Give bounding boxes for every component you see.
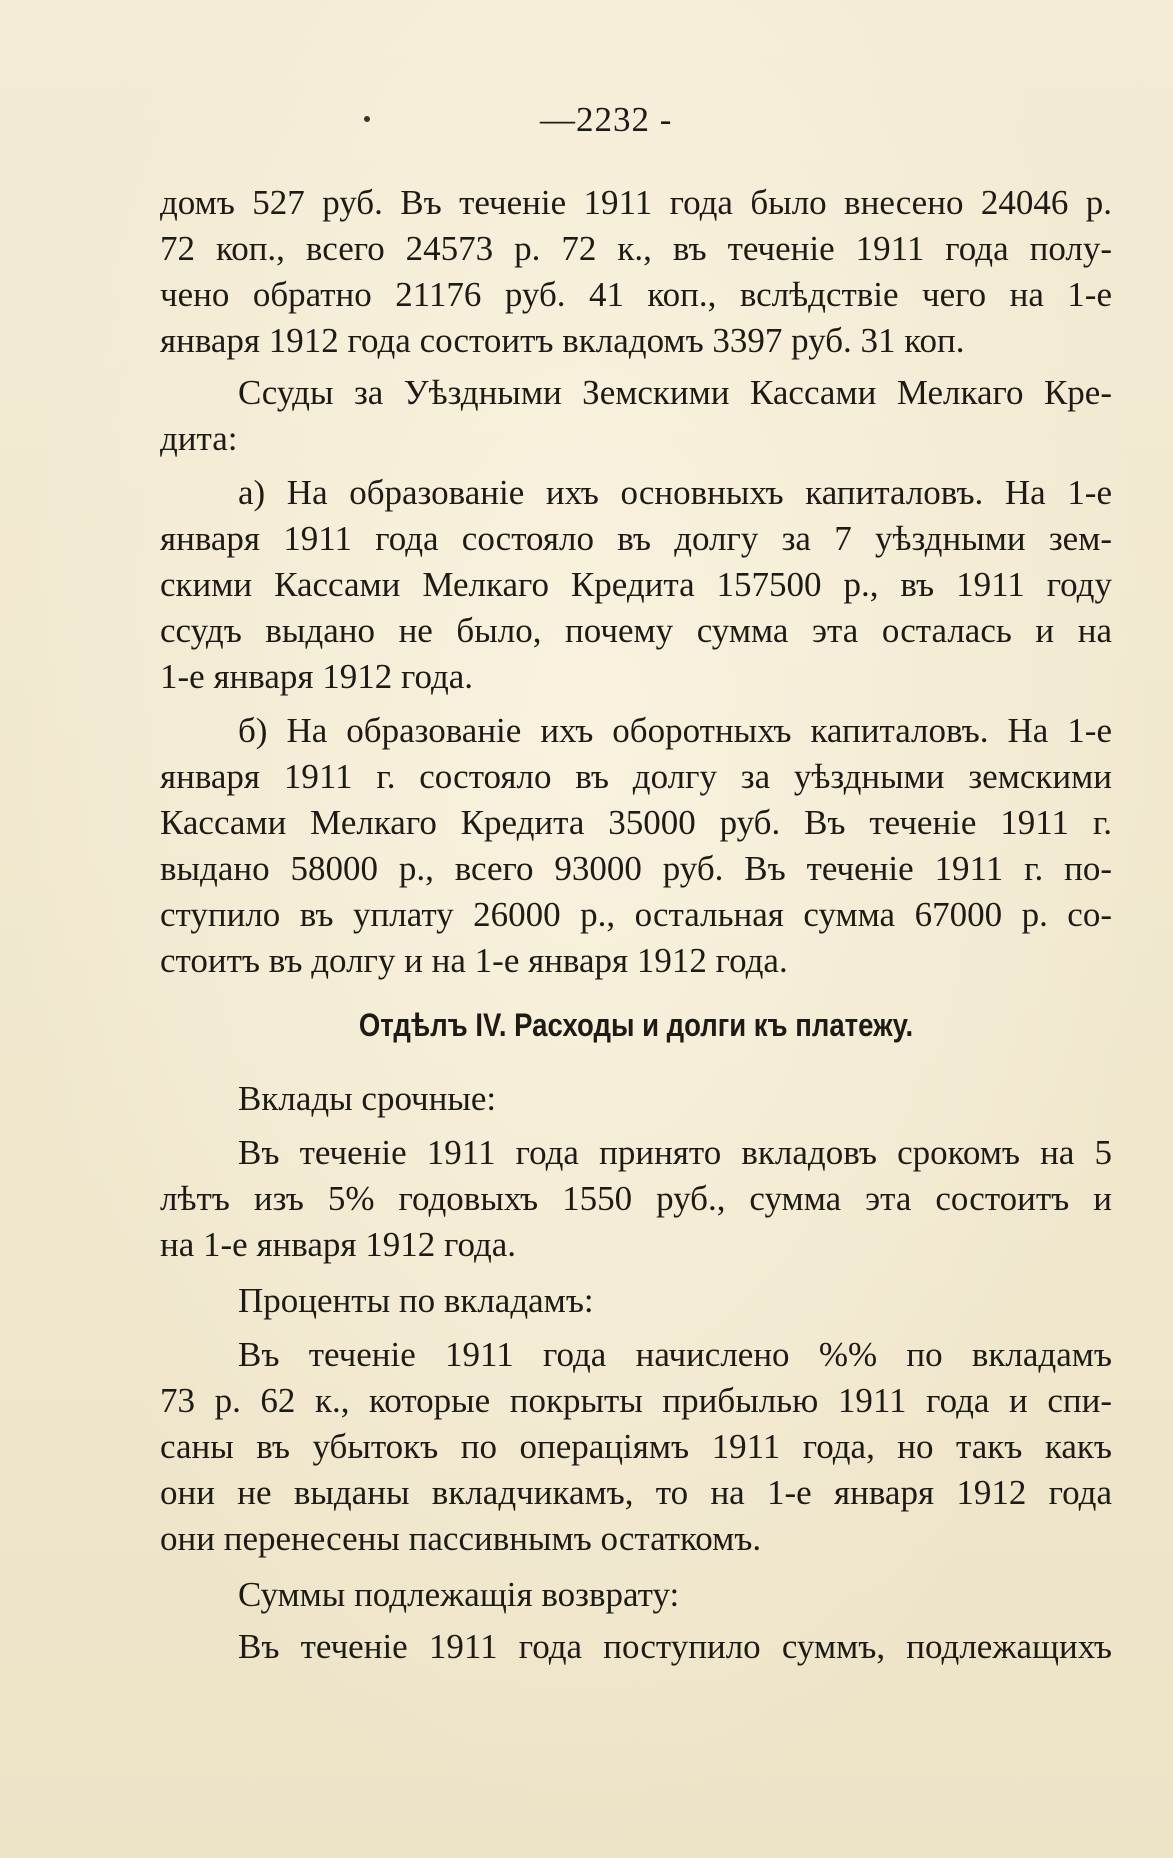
text-line: Вклады срочные: (238, 1079, 497, 1118)
text-line: Проценты по вкладамъ: (238, 1281, 594, 1320)
text-line: скими Кассами Мелкаго Кредита 157500 р., въ 1911 году (160, 565, 1112, 604)
text-line: саны въ убытокъ по операціямъ 1911 года, но такъ какъ (160, 1427, 1112, 1466)
text-line: стоитъ въ долгу и на 1-е января 1912 года. (160, 941, 788, 980)
text-line: Кассами Мелкаго Кредита 35000 руб. Въ теченіе 1911 г. (160, 803, 1112, 842)
text-line: на 1-е января 1912 года. (160, 1225, 517, 1264)
text-line: б) На образованіе ихъ оборотныхъ капиталовъ. На 1-е (238, 711, 1112, 750)
page-number: —2232 - (540, 100, 673, 139)
text-line: 1-е января 1912 года. (160, 657, 474, 696)
text-line: 73 р. 62 к., которые покрыты прибылью 1911 года и спи- (160, 1381, 1112, 1420)
text-line: дита: (160, 419, 238, 458)
text-line: ступило въ уплату 26000 р., остальная сумма 67000 р. со- (160, 895, 1112, 934)
text-line: января 1912 года состоитъ вкладомъ 3397 руб. 31 коп. (160, 321, 965, 360)
text-line: выдано 58000 р., всего 93000 руб. Въ теченіе 1911 г. по- (160, 849, 1112, 888)
text-line: лѣтъ изъ 5% годовыхъ 1550 руб., сумма эта состоитъ и (160, 1179, 1112, 1218)
text-line: Въ теченіе 1911 года принято вкладовъ срокомъ на 5 (238, 1133, 1112, 1172)
text-line: января 1911 года состояло въ долгу за 7 уѣздными зем- (160, 519, 1112, 558)
text-line: Ссуды за Уѣздными Земскими Кассами Мелкаго Кре- (238, 373, 1112, 412)
text-line: они не выданы вкладчикамъ, то на 1-е января 1912 года (160, 1473, 1112, 1512)
text-line: ссудъ выдано не было, почему сумма эта осталась и на (160, 611, 1112, 650)
text-line: Въ теченіе 1911 года поступило суммъ, подлежащихъ (238, 1627, 1112, 1666)
text-line: они перенесены пассивнымъ остаткомъ. (160, 1519, 762, 1558)
text-line: домъ 527 руб. Въ теченіе 1911 года было внесено 24046 р. (160, 183, 1112, 222)
text-line: Суммы подлежащія возврату: (238, 1575, 680, 1614)
text-line: а) На образованіе ихъ основныхъ капиталовъ. На 1-е (238, 473, 1112, 512)
text-line: 72 коп., всего 24573 р. 72 к., въ теченіе 1911 года полу- (160, 229, 1112, 268)
text-line: Въ теченіе 1911 года начислено %% по вкладамъ (238, 1335, 1112, 1374)
printed-dot-mark (364, 116, 370, 122)
text-line: чено обратно 21176 руб. 41 коп., вслѣдствіе чего на 1-е (160, 275, 1112, 314)
section-heading: Отдѣлъ IV. Расходы и долги къ платежу. (358, 1007, 914, 1043)
text-line: января 1911 г. состояло въ долгу за уѣздными земскими (160, 757, 1112, 796)
